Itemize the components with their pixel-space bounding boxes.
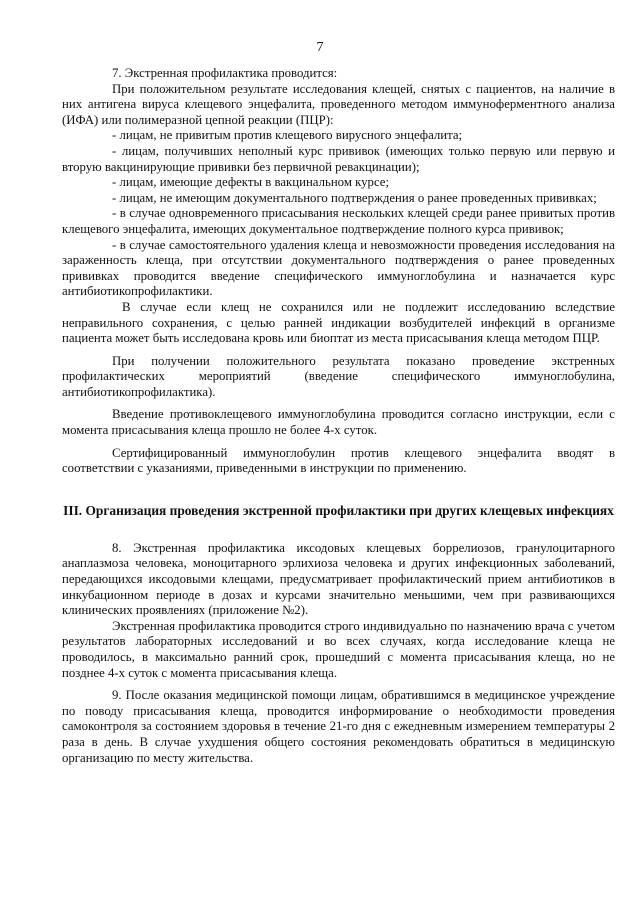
paragraph-intro: При положительном результате исследования клещей, снятых с пациентов, на наличие в них антигена вируса клещевого энцефалита, проведенного методом иммуноферментного анализа (ИФА) или полимеразной цепной реакции (ПЦР): bbox=[62, 81, 615, 127]
paragraph-9: 9. После оказания медицинской помощи лицам, обратившимся в медицинское учреждение по поводу присасывания клеща, проводится информирование о необходимости проведения самоконтроля за состоянием здоровья в течение 21-го дня с ежедневным измерением температуры 2 раза в день. В случае ухудшения общего состояния рекомендовать обратиться в медицинскую организацию по месту жительства. bbox=[62, 688, 615, 765]
paragraph-8-continued: Экстренная профилактика проводится строго индивидуально по назначению врача с учетом результатов лабораторных исследований и во всех случаях, когда исследование клеща не проводилось, в максимально ранний срок, прошедший с момента присасывания клеща, но не позднее 4-х суток с момента присасывания клеща. bbox=[62, 618, 615, 680]
page-number: 7 bbox=[316, 40, 324, 55]
list-item: - лицам, не привитым против клещевого вирусного энцефалита; bbox=[112, 128, 463, 143]
document-body bbox=[62, 66, 615, 766]
list-item: - лицам, имеющие дефекты в вакцинальном курсе; bbox=[112, 175, 390, 190]
paragraph-7-title: 7. Экстренная профилактика проводится: bbox=[112, 66, 338, 80]
paragraph-8: 8. Экстренная профилактика иксодовых клещевых боррелиозов, гранулоцитарного анаплазмоза человека, моноцитарного эрлихиоза человека и других инфекционных заболеваний, передающихся иксодовыми клещами, предусматривает профилактический прием антибиотиков в инкубационном периоде в дозах и курсами значительно меньшими, чем при развивающихся клинических проявлениях (приложение №2). bbox=[62, 540, 615, 618]
list-item: - лицам, не имеющим документального подтверждения о ранее проведенных прививках; bbox=[112, 190, 597, 205]
list-item: - в случае самостоятельного удаления клеща и невозможности проведения исследования на зараженность клеща, при отсутствии документального подтверждения о ранее проведенных прививках проводится введение специфического иммуноглобулина и назначается курс антибиотикопрофилактики. bbox=[62, 237, 615, 299]
paragraph-positive-result: При получении положительного результата показано проведение экстренных профилактических мероприятий (введение специфического иммуноглобулина, антибиотикопрофилактика). bbox=[62, 353, 615, 399]
list-item: - лицам, получивших неполный курс прививок (имеющих только первую или первую и вторую вакцинирующие прививки без первичной ревакцинации); bbox=[62, 143, 615, 174]
section-heading: III. Организация проведения экстренной профилактики при других клещевых инфекциях bbox=[63, 502, 614, 518]
paragraph-administration: Введение противоклещевого иммуноглобулина проводится согласно инструкции, если с момента присасывания клеща прошло не более 4-х суток. bbox=[62, 407, 615, 438]
list-item: - в случае одновременного присасывания нескольких клещей среди ранее привитых против клещевого энцефалита, имеющих документальное подтверждение полного курса прививок; bbox=[62, 206, 615, 236]
paragraph-certified: Сертифицированный иммуноглобулин против клещевого энцефалита вводят в соответствии с указаниями, приведенными в инструкции по применению. bbox=[62, 445, 615, 476]
paragraph-not-preserved: В случае если клещ не сохранился или не подлежит исследованию вследствие неправильного сохранения, с целью ранней индикации возбудителей инфекций в организме пациента может быть исследована кровь или биоптат из места присасывания клеща методом ПЦР. bbox=[62, 299, 615, 346]
